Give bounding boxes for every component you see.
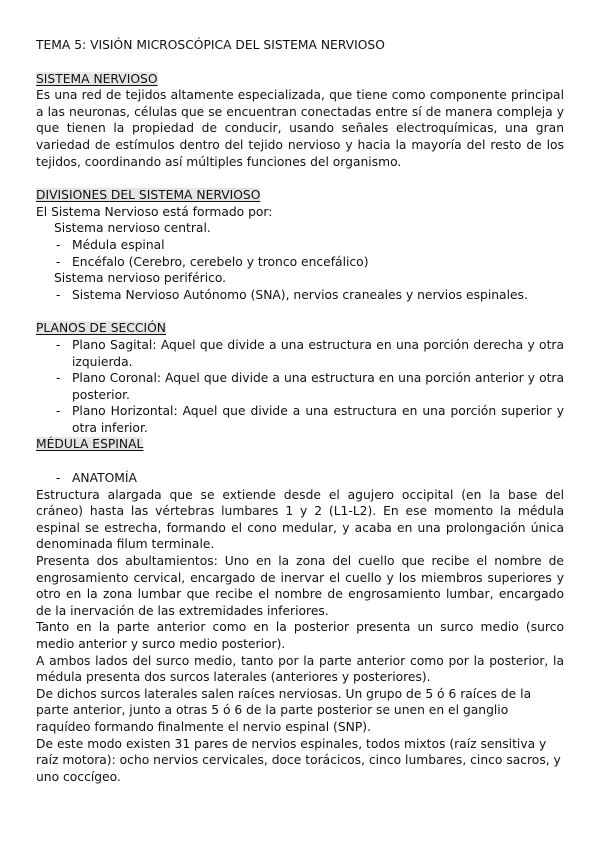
section-sistema (36, 71, 564, 88)
periferico-label: Sistema nervioso periférico. (54, 271, 227, 286)
medula-paragraph: A ambos lados del surco medio, tanto por la parte anterior como por la posterior, la médula presenta dos surcos laterales (anteriores y posteriores). (36, 653, 564, 685)
list-item: - Plano Coronal: Aquel que divide a una estructura en una porción anterior y otra posterior. (36, 370, 564, 403)
document-title: TEMA 5: VISIÓN MICROSCÓPICA DEL SISTEMA NERVIOSO (36, 38, 385, 52)
section-planos (36, 320, 564, 337)
spacer (36, 303, 564, 320)
document-page (36, 37, 564, 785)
central-label: Sistema nervioso central. (54, 221, 211, 236)
section-heading-divisiones: DIVISIONES DEL SISTEMA NERVIOSO (36, 188, 261, 203)
section-medula (36, 436, 564, 453)
section-heading-medula: MÉDULA ESPINAL (36, 437, 144, 452)
periferico-list (36, 287, 564, 304)
medula-paragraph: Tanto en la parte anterior como en la posterior presenta un surco medio (surco medio anterior y surco medio posterior). (36, 620, 564, 651)
list-item: - Plano Sagital: Aquel que divide a una estructura en una porción derecha y otra izquierda. (36, 337, 564, 370)
spacer (36, 170, 564, 187)
list-item: - Plano Horizontal: Aquel que divide a una estructura en una porción superior y otra inferior. (36, 403, 564, 436)
list-item: - Sistema Nervioso Autónomo (SNA), nervios craneales y nervios espinales. (36, 287, 564, 304)
section-heading-sistema-nervioso: SISTEMA NERVIOSO (36, 71, 158, 86)
spacer (36, 453, 564, 470)
central-list (36, 237, 564, 270)
section-heading-planos: PLANOS DE SECCIÓN (36, 321, 166, 336)
medula-paragraph: Estructura alargada que se extiende desde el agujero occipital (en la base del cráneo) hasta las vértebras lumbares 1 y 2 (L1-L2). En ese momento la médula espinal se estrecha, formando el cono medular, y acaba en una prolongación única denominada filum terminale. (36, 487, 564, 552)
subheading-anatomia: - ANATOMÍA (36, 470, 564, 487)
medula-paragraph: Presenta dos abultamientos: Uno en la zona del cuello que recibe el nombre de engrosamiento cervical, encargado de inervar el cuello y los miembros superiores y otro en la zona lumbar que recibe el nombre de engrosamiento lumbar, encargado de la inervación de las extremidades inferiores. (36, 554, 564, 618)
sistema-nervioso-paragraph: Es una red de tejidos altamente especializada, que tiene como componente principal a las neuronas, células que se encuentran conectadas entre sí de manera compleja y que tienen la propiedad de conducir, usando señales electroquímicas, una gran variedad de estímulos dentro del tejido nervioso y hacia la mayoría del resto de los tejidos, coordinando así múltiples funciones del organismo. (36, 88, 564, 169)
list-item: - Médula espinal (36, 237, 564, 254)
list-item: - Encéfalo (Cerebro, cerebelo y tronco encefálico) (36, 254, 564, 271)
spacer (36, 54, 564, 71)
divisiones-intro: El Sistema Nervioso está formado por: (36, 204, 273, 219)
medula-paragraph: De dichos surcos laterales salen raíces nerviosas. Un grupo de 5 ó 6 raíces de la parte anterior, junto a otras 5 ó 6 de la parte posterior se unen en el ganglio raquídeo formando finalmente el nervio espinal (SNP). (36, 686, 532, 734)
section-divisiones (36, 187, 564, 204)
planos-list (36, 337, 564, 437)
medula-paragraph: De este modo existen 31 pares de nervios espinales, todos mixtos (raíz sensitiva y raíz motora): ocho nervios cervicales, doce torácicos, cinco lumbares, cinco sacros, y uno coccígeo. (36, 736, 561, 784)
